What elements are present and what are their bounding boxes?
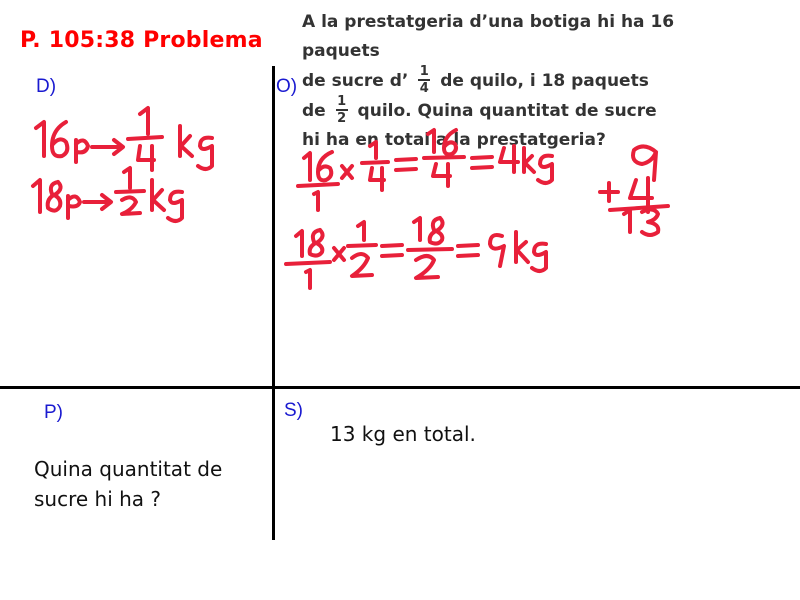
problem-text: de sucre d’ [302, 71, 409, 91]
section-label-s: S) [284, 400, 303, 421]
handwriting-o-line2 [286, 218, 546, 288]
page-title: P. 105:38 Problema [20, 28, 263, 53]
problem-text: de [302, 101, 326, 121]
problem-text: quilo. Quina quantitat de sucre [357, 101, 657, 121]
problem-line-4: hi ha en total a la prestatgeria? [302, 130, 606, 150]
fraction-numerator: 1 [337, 94, 347, 109]
handwriting-d-line1 [36, 108, 212, 170]
handwriting-sum [600, 146, 668, 235]
problem-text: de quilo, i 18 paquets [440, 71, 649, 91]
handwriting-o-line1 [298, 130, 552, 210]
handwriting-d-line2 [33, 168, 182, 221]
answer-text: 13 kg en total. [330, 422, 476, 446]
section-label-o: O) [276, 76, 298, 97]
question-text: Quina quantitat de sucre hi ha ? [34, 457, 223, 511]
section-label-d: D) [36, 76, 57, 97]
fraction-denominator: 2 [337, 111, 347, 126]
fraction-denominator: 4 [419, 81, 429, 96]
section-label-p: P) [44, 402, 63, 423]
problem-line-1: A la prestatgeria d’una botiga hi ha 16 paquets [302, 12, 675, 61]
fraction-numerator: 1 [419, 64, 429, 79]
